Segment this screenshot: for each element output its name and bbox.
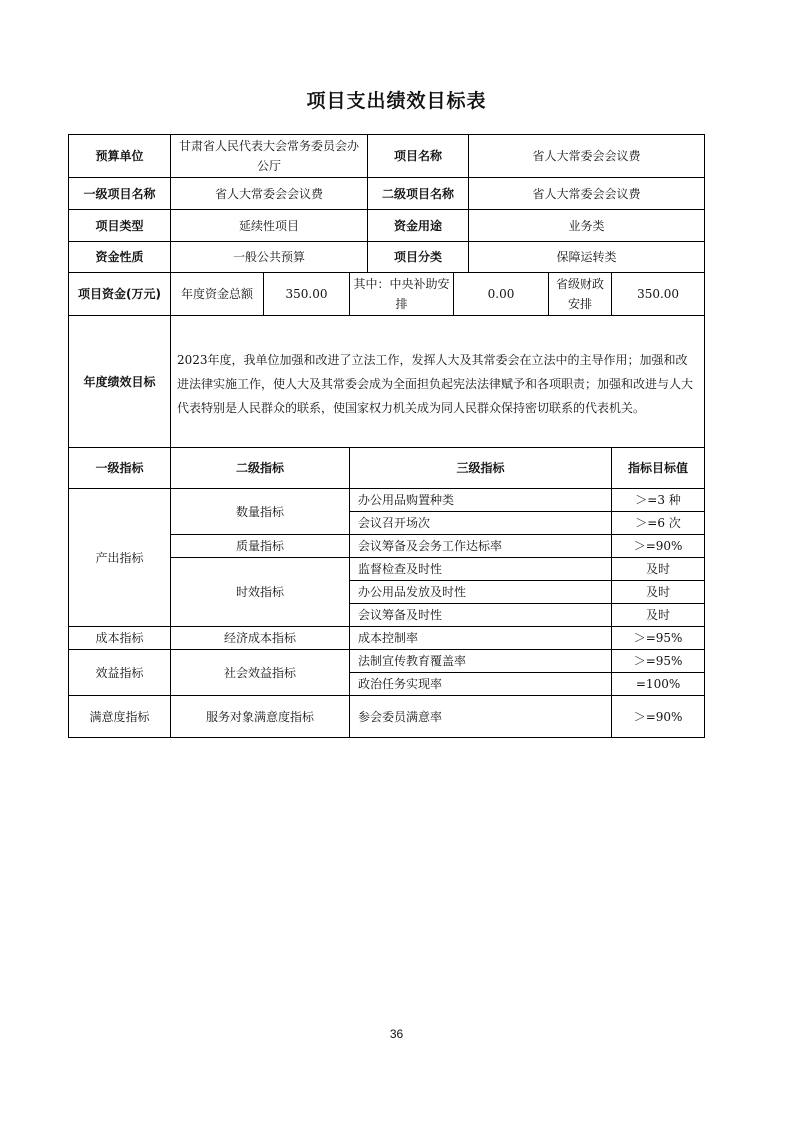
page-number: 36 bbox=[389, 1027, 404, 1041]
timeliness-indicator: 时效指标 bbox=[171, 558, 350, 627]
indicator-name: 参会委员满意率 bbox=[350, 696, 612, 738]
row-funds bbox=[69, 273, 705, 316]
project-category-label: 项目分类 bbox=[368, 242, 469, 273]
indicator-value: ＞=95% bbox=[612, 627, 705, 650]
indicator-name: 成本控制率 bbox=[350, 627, 612, 650]
output-indicator: 产出指标 bbox=[69, 489, 171, 627]
project-type-value: 延续性项目 bbox=[171, 210, 368, 242]
fund-nature-value: 一般公共预算 bbox=[171, 242, 368, 273]
fund-use-label: 资金用途 bbox=[368, 210, 469, 242]
row-annual-goal bbox=[69, 316, 705, 448]
fund-nature-label: 资金性质 bbox=[69, 242, 171, 273]
row-budget-unit bbox=[69, 135, 705, 178]
indicator-name: 会议筹备及时性 bbox=[350, 604, 612, 627]
central-subsidy-value: 0.00 bbox=[454, 273, 549, 316]
table-row bbox=[69, 650, 705, 673]
header-target-value: 指标目标值 bbox=[612, 448, 705, 489]
row-indicator-headers bbox=[69, 448, 705, 489]
header-level3: 三级指标 bbox=[350, 448, 612, 489]
row-fund-nature bbox=[69, 242, 705, 273]
funds-label: 项目资金(万元) bbox=[69, 273, 171, 316]
social-benefit-indicator: 社会效益指标 bbox=[171, 650, 350, 696]
header-level2: 二级指标 bbox=[171, 448, 350, 489]
provincial-value: 350.00 bbox=[612, 273, 705, 316]
indicator-name: 政治任务实现率 bbox=[350, 673, 612, 696]
satisfaction-indicator: 满意度指标 bbox=[69, 696, 171, 738]
annual-total-value: 350.00 bbox=[264, 273, 350, 316]
indicator-value: ＞=6 次 bbox=[612, 512, 705, 535]
service-satisfaction-indicator: 服务对象满意度指标 bbox=[171, 696, 350, 738]
quality-indicator: 质量指标 bbox=[171, 535, 350, 558]
indicator-value: ＞=95% bbox=[612, 650, 705, 673]
level1-name-value: 省人大常委会会议费 bbox=[171, 178, 368, 210]
level2-name-label: 二级项目名称 bbox=[368, 178, 469, 210]
indicator-value: 及时 bbox=[612, 558, 705, 581]
level2-name-value: 省人大常委会会议费 bbox=[469, 178, 705, 210]
budget-unit-value: 甘肃省人民代表大会常务委员会办公厅 bbox=[171, 135, 368, 178]
header-level1: 一级指标 bbox=[69, 448, 171, 489]
project-category-value: 保障运转类 bbox=[469, 242, 705, 273]
indicator-name: 会议召开场次 bbox=[350, 512, 612, 535]
economic-cost-indicator: 经济成本指标 bbox=[171, 627, 350, 650]
table-row bbox=[69, 489, 705, 512]
indicator-value: 及时 bbox=[612, 581, 705, 604]
central-subsidy-label: 其中：中央补助安排 bbox=[350, 273, 454, 316]
fund-use-value: 业务类 bbox=[469, 210, 705, 242]
indicator-value: =100% bbox=[612, 673, 705, 696]
annual-total-label: 年度资金总额 bbox=[171, 273, 264, 316]
project-type-label: 项目类型 bbox=[69, 210, 171, 242]
indicator-name: 法制宣传教育覆盖率 bbox=[350, 650, 612, 673]
cost-indicator: 成本指标 bbox=[69, 627, 171, 650]
row-project-type bbox=[69, 210, 705, 242]
indicator-name: 监督检查及时性 bbox=[350, 558, 612, 581]
level1-name-label: 一级项目名称 bbox=[69, 178, 171, 210]
project-name-value: 省人大常委会会议费 bbox=[469, 135, 705, 178]
annual-goal-text: 2023年度，我单位加强和改进了立法工作，发挥人大及其常委会在立法中的主导作用；加强和改进法律实施工作，使人大及其常委会成为全面担负起宪法法律赋予和各项职责；加强和改进与人大代表特别是人民群众的联系，使国家权力机关成为同人民群众保持密切联系的代表机关。 bbox=[171, 316, 705, 448]
table-row bbox=[69, 627, 705, 650]
project-name-label: 项目名称 bbox=[368, 135, 469, 178]
indicator-name: 会议筹备及会务工作达标率 bbox=[350, 535, 612, 558]
indicator-name: 办公用品发放及时性 bbox=[350, 581, 612, 604]
indicator-value: ＞=90% bbox=[612, 696, 705, 738]
quantity-indicator: 数量指标 bbox=[171, 489, 350, 535]
annual-goal-label: 年度绩效目标 bbox=[69, 316, 171, 448]
row-level-names bbox=[69, 178, 705, 210]
indicator-value: ＞=3 种 bbox=[612, 489, 705, 512]
indicator-value: ＞=90% bbox=[612, 535, 705, 558]
benefit-indicator: 效益指标 bbox=[69, 650, 171, 696]
table-row bbox=[69, 696, 705, 738]
budget-unit-label: 预算单位 bbox=[69, 135, 171, 178]
page-title: 项目支出绩效目标表 bbox=[306, 90, 487, 112]
indicator-name: 办公用品购置种类 bbox=[350, 489, 612, 512]
indicator-value: 及时 bbox=[612, 604, 705, 627]
provincial-label: 省级财政安排 bbox=[549, 273, 612, 316]
performance-table bbox=[68, 134, 705, 738]
